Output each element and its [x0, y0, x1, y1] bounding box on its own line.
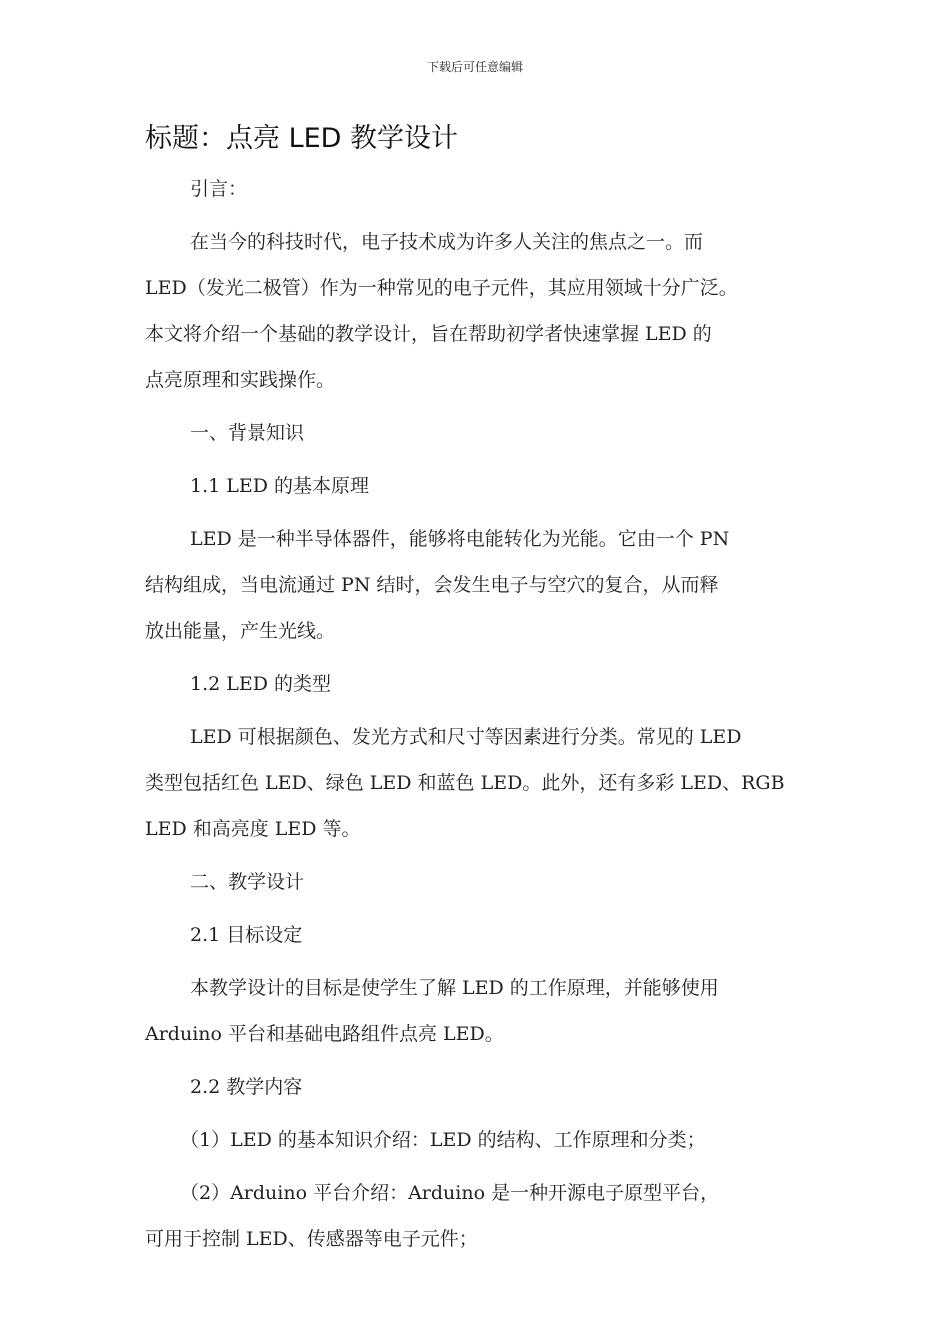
paragraph-intro-label: 引言： — [190, 178, 248, 200]
paragraph-led-types: LED 可根据颜色、发光方式和尺寸等因素进行分类。常见的 LED 类型包括红色 LED、绿色 LED 和蓝色 LED。此外，还有多彩 LED、RGB LED 和高亮度 LED 等。 — [145, 726, 785, 840]
list-item-1: （1）LED 的基本知识介绍：LED 的结构、工作原理和分类； — [180, 1129, 706, 1151]
document-title: 标题：点亮 LED 教学设计 — [145, 123, 459, 154]
section-heading-background: 一、背景知识 — [190, 422, 305, 444]
list-item-2: （2）Arduino 平台介绍：Arduino 是一种开源电子原型平台， 可用于控制 LED、传感器等电子元件； — [145, 1182, 720, 1250]
subsection-heading-2-1: 2.1 目标设定 — [190, 924, 303, 946]
subsection-heading-2-2: 2.2 教学内容 — [190, 1076, 303, 1098]
header-note: 下载后可任意编辑 — [426, 60, 523, 74]
subsection-heading-1-1: 1.1 LED 的基本原理 — [190, 475, 370, 497]
paragraph-goals: 本教学设计的目标是使学生了解 LED 的工作原理，并能够使用 Arduino 平台和基础电路组件点亮 LED。 — [145, 977, 719, 1045]
subsection-heading-1-2: 1.2 LED 的类型 — [190, 673, 332, 695]
section-heading-teaching-design: 二、教学设计 — [190, 871, 305, 893]
paragraph-led-principle: LED 是一种半导体器件，能够将电能转化为光能。它由一个 PN 结构组成，当电流通过 PN 结时，会发生电子与空穴的复合，从而释 放出能量，产生光线。 — [145, 528, 730, 642]
document-body — [145, 166, 815, 1262]
paragraph-intro: 在当今的科技时代，电子技术成为许多人关注的焦点之一。而 LED（发光二极管）作为一种常见的电子元件，其应用领域十分广泛。 本文将介绍一个基础的教学设计，旨在帮助初学者快速掌握 LED 的 点亮原理和实践操作。 — [145, 231, 738, 391]
